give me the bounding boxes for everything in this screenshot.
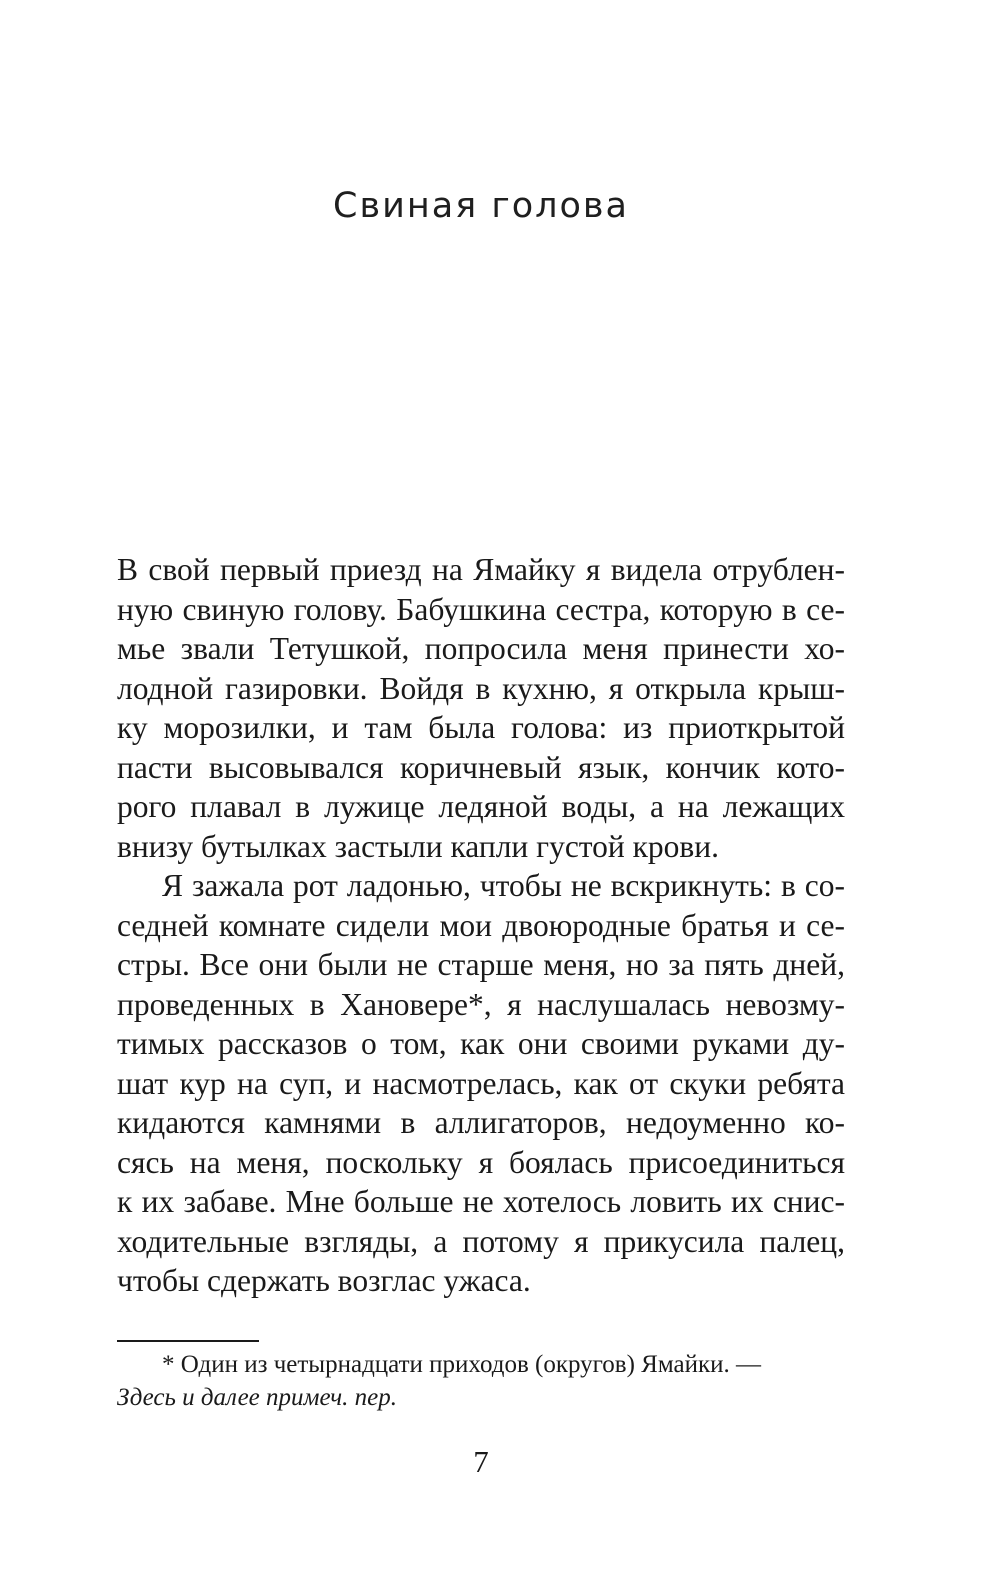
footnote-text: * Один из четырнадцати приходов (округов) Ямайки. —	[162, 1351, 762, 1378]
body-text	[117, 550, 845, 1301]
paragraph-2-line: кидаются камнями в аллигаторов, недоуменно ко-	[117, 1105, 845, 1140]
paragraph-1-line: рого плавал в лужице ледяной воды, а на лежащих	[117, 789, 845, 824]
footnote	[117, 1348, 845, 1414]
paragraph-2-line: чтобы сдержать возглас ужаса.	[117, 1263, 531, 1298]
paragraph-2-line: Я зажала рот ладонью, чтобы не вскрикнуть: в со-	[162, 868, 845, 903]
paragraph-1-line: ку морозилки, и там была голова: из приоткрытой	[117, 710, 845, 745]
footnote-separator	[117, 1340, 259, 1342]
paragraph-2-line: к их забаве. Мне больше не хотелось ловить их снис-	[117, 1184, 845, 1219]
paragraph-2-line: седней комнате сидели мои двоюродные братья и се-	[117, 907, 845, 943]
paragraph-2-line: ходительные взгляды, а потому я прикусила палец,	[117, 1223, 845, 1259]
paragraph-1-line: В свой первый приезд на Ямайку я видела отрублен-	[117, 552, 845, 587]
paragraph-1-line: ную свиную голову. Бабушкина сестра, которую в се-	[117, 591, 845, 627]
paragraph-2-line: тимых рассказов о том, как они своими руками ду-	[117, 1026, 845, 1061]
paragraph-1-line: лодной газировки. Войдя в кухню, я открыла крыш-	[117, 670, 845, 706]
paragraph-1-line: внизу бутылках застыли капли густой крови.	[117, 828, 720, 864]
paragraph-2-line: сясь на меня, поскольку я боялась присоединиться	[117, 1144, 845, 1180]
paragraph-2-line: стры. Все они были не старше меня, но за пять дней,	[117, 947, 845, 982]
paragraph-1-line: пасти высовывался коричневый язык, кончик кото-	[117, 749, 845, 785]
page-number: 7	[473, 1444, 489, 1479]
paragraph-2-line: шат кур на суп, и насмотрелась, как от скуки ребята	[117, 1065, 845, 1101]
paragraph-2-line: проведенных в Хановере*, я наслушалась невозму-	[117, 986, 845, 1022]
paragraph-1-line: мье звали Тетушкой, попросила меня принести хо-	[117, 631, 845, 666]
footnote-attribution: Здесь и далее примеч. пер.	[117, 1384, 398, 1411]
chapter-title: Свиная голова	[333, 186, 629, 226]
